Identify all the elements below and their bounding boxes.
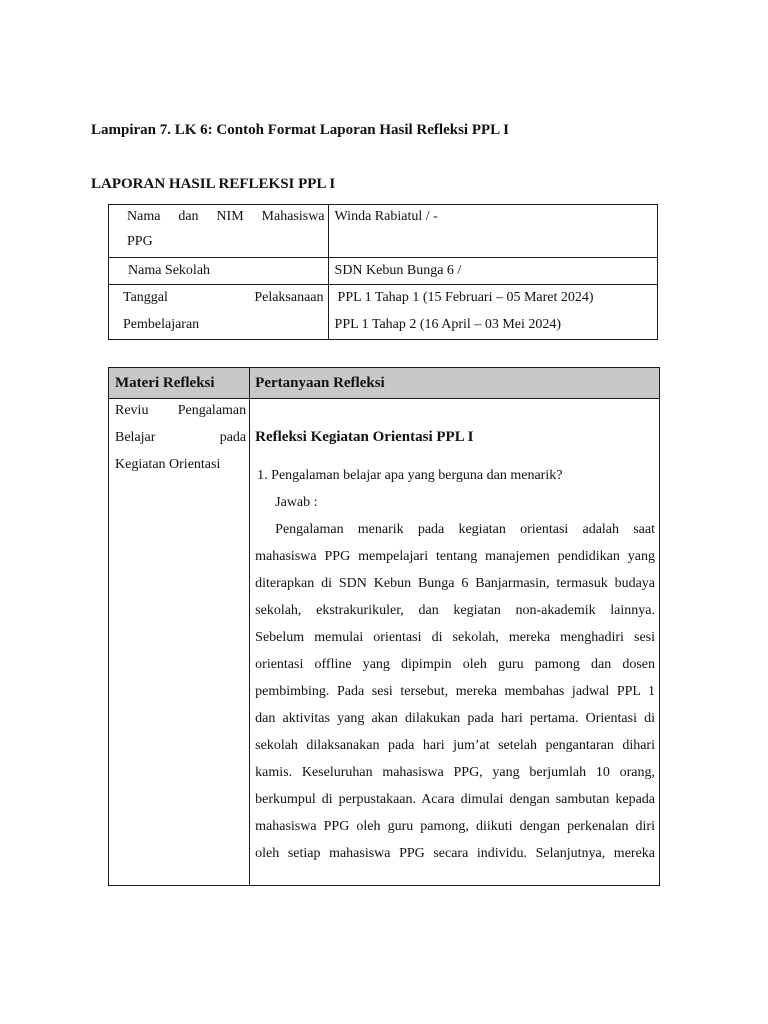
answer-line: oleh setiap mahasiswa PPG secara individu. Selanjutnya, mereka	[255, 846, 655, 861]
answer-line: dan aktivitas yang akan dilakukan pada hari pertama. Orientasi di	[255, 711, 655, 726]
tanggal-row	[109, 285, 658, 340]
materi-line-3: Kegiatan Orientasi	[115, 457, 221, 472]
answer-line: orientasi offline yang dipimpin oleh guru pamong dan dosen	[255, 657, 655, 672]
nama-nim-row	[109, 205, 658, 258]
report-title: LAPORAN HASIL REFLEKSI PPL I	[91, 176, 336, 192]
answer-paragraph	[255, 516, 655, 867]
tanggal-value-2: PPL 1 Tahap 2 (16 April – 03 Mei 2024)	[334, 317, 562, 332]
materi-cell	[109, 399, 250, 886]
reflection-header-row	[109, 368, 660, 399]
answer-line: mahasiswa PPG mempelajari tentang manajemen pendidikan yang	[255, 549, 655, 564]
tanggal-label-line-1: Tanggal Pelaksanaan	[123, 290, 324, 305]
answer-line: kamis. Keseluruhan mahasiswa PPG, yang berjumlah 10 orang,	[255, 765, 655, 780]
materi-header: Materi Refleksi	[109, 368, 250, 399]
sekolah-row	[109, 258, 658, 285]
jawab-label: Jawab :	[275, 495, 318, 510]
materi-line-1: Reviu Pengalaman	[115, 403, 247, 418]
lampiran-title: Lampiran 7. LK 6: Contoh Format Laporan Hasil Refleksi PPL I	[91, 122, 509, 138]
nama-nim-value: Winda Rabiatul / -	[334, 209, 438, 224]
tanggal-value-cell	[328, 285, 657, 340]
nama-nim-value-cell	[328, 205, 657, 258]
reflection-body-row	[109, 399, 660, 886]
pertanyaan-header: Pertanyaan Refleksi	[250, 368, 660, 399]
nama-nim-label-line-2: PPG	[127, 234, 153, 249]
pertanyaan-cell	[250, 399, 660, 886]
materi-text	[115, 397, 246, 478]
reflection-table	[108, 367, 660, 886]
section-title: Refleksi Kegiatan Orientasi PPL I	[255, 429, 474, 445]
tanggal-label-line-2: Pembelajaran	[123, 317, 200, 332]
materi-line-2: Belajar pada	[115, 430, 247, 445]
tanggal-label-cell	[109, 285, 329, 340]
nama-nim-label-cell	[109, 205, 329, 258]
answer-line: Pengalaman menarik pada kegiatan orientasi adalah saat	[275, 522, 655, 537]
answer-line: mahasiswa PPG oleh guru pamong, diikuti dengan perkenalan diri	[255, 819, 655, 834]
answer-line: sekolah, ekstrakurikuler, dan kegiatan non-akademik lainnya.	[255, 603, 655, 618]
nama-nim-label-line-1: Nama dan NIM Mahasiswa	[127, 209, 325, 224]
answer-line: Sebelum memulai orientasi di sekolah, mereka menghadiri sesi	[255, 630, 655, 645]
sekolah-label: Nama Sekolah	[128, 263, 211, 278]
sekolah-label-cell	[109, 258, 329, 285]
answer-line: sekolah dilaksanakan pada hari jum’at setelah pengantaran dihari	[255, 738, 655, 753]
answer-line: berkumpul di perpustakaan. Acara dimulai dengan sambutan kepada	[255, 792, 655, 807]
question-1: 1. Pengalaman belajar apa yang berguna dan menarik?	[257, 468, 563, 483]
sekolah-value: SDN Kebun Bunga 6 /	[334, 263, 462, 278]
student-info-table	[108, 204, 658, 340]
answer-line: diterapkan di SDN Kebun Bunga 6 Banjarmasin, termasuk budaya	[255, 576, 655, 591]
answer-line: pembimbing. Pada sesi tersebut, mereka membahas jadwal PPL 1	[255, 684, 655, 699]
sekolah-value-cell	[328, 258, 657, 285]
tanggal-value-1: PPL 1 Tahap 1 (15 Februari – 05 Maret 2024)	[337, 290, 594, 305]
